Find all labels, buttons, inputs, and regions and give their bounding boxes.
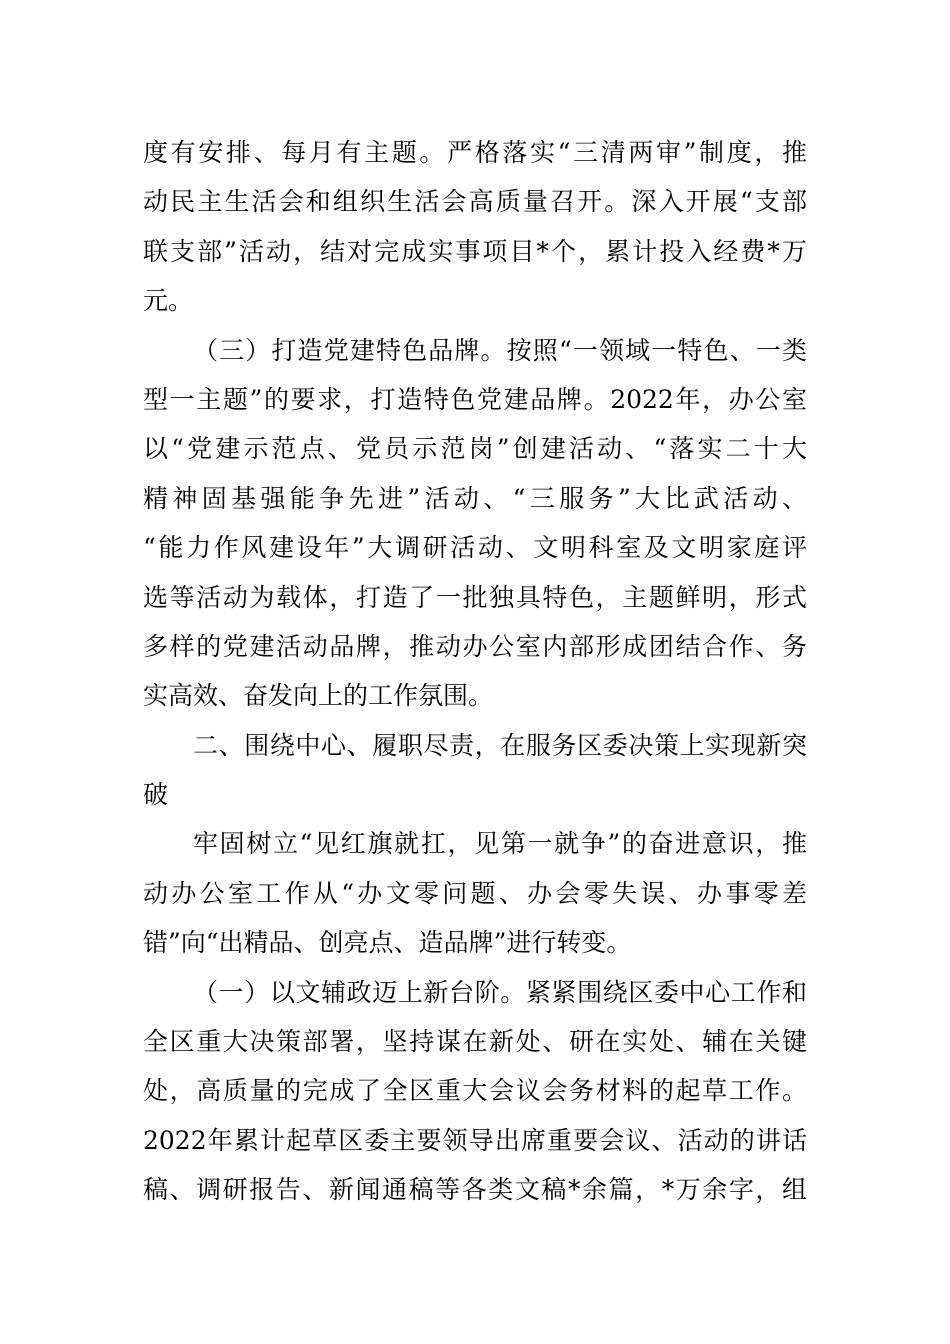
text-line: 全区重大决策部署，坚持谋在新处、研在实处、辅在关键 xyxy=(143,1027,807,1057)
text-line: 破 xyxy=(143,780,169,810)
text-line: 精神固基强能争先进”活动、“三服务”大比武活动、 xyxy=(143,483,807,513)
text-line: 实高效、奋发向上的工作氛围。 xyxy=(143,681,494,711)
text-line: 以“党建示范点、党员示范岗”创建活动、“落实二十大 xyxy=(143,434,807,464)
text-line: 牢固树立“见红旗就扛，见第一就争”的奋进意识，推 xyxy=(193,829,807,859)
text-line: 二、围绕中心、履职尽责，在服务区委决策上实现新突 xyxy=(193,730,807,760)
text-line: （一）以文辅政迈上新台阶。紧紧围绕区委中心工作和 xyxy=(193,977,807,1007)
text-line: 度有安排、每月有主题。严格落实“三清两审”制度，推 xyxy=(143,138,807,167)
text-line: 元。 xyxy=(143,286,194,316)
text-line: 型一主题”的要求，打造特色党建品牌。2022年，办公室 xyxy=(143,384,807,414)
text-line: 选等活动为载体，打造了一批独具特色，主题鲜明，形式 xyxy=(143,582,807,612)
text-line: 动民主生活会和组织生活会高质量召开。深入开展“支部 xyxy=(143,187,807,217)
text-line: （三）打造党建特色品牌。按照“一领域一特色、一类 xyxy=(193,335,807,365)
text-line: 联支部”活动，结对完成实事项目*个，累计投入经费*万 xyxy=(143,236,807,266)
text-line: “能力作风建设年”大调研活动、文明科室及文明家庭评 xyxy=(143,533,807,563)
text-line: 动办公室工作从“办文零问题、办会零失误、办事零差 xyxy=(143,878,807,908)
text-line: 稿、调研报告、新闻通稿等各类文稿*余篇，*万余字，组 xyxy=(143,1175,807,1205)
body-text xyxy=(143,128,807,1215)
text-line: 多样的党建活动品牌，推动办公室内部形成团结合作、务 xyxy=(143,631,807,661)
text-line: 2022年累计起草区委主要领导出席重要会议、活动的讲话 xyxy=(143,1125,807,1155)
text-line: 处，高质量的完成了全区重大会议会务材料的起草工作。 xyxy=(143,1076,807,1106)
text-line: 错”向“出精品、创亮点、造品牌”进行转变。 xyxy=(143,928,632,958)
